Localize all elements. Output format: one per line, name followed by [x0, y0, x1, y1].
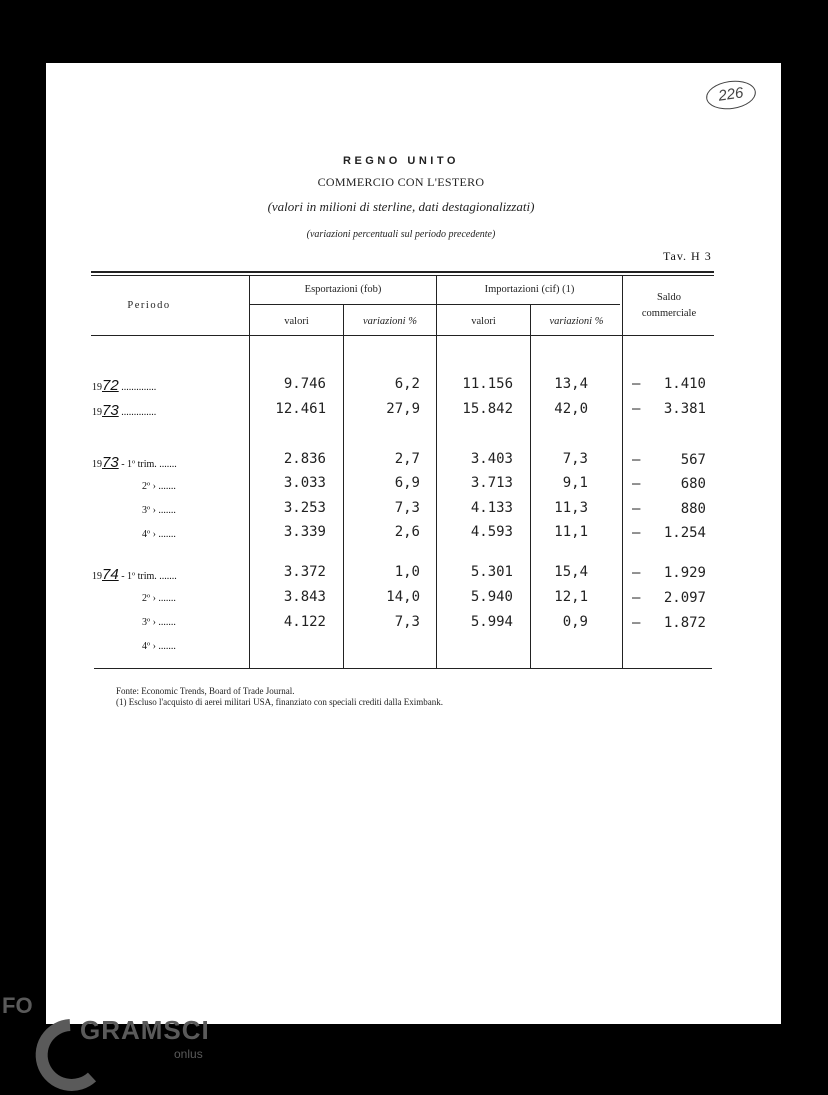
document-title: REGNO UNITO	[343, 155, 459, 167]
cell-exp-valori: 2.836	[283, 451, 326, 467]
cell-imp-valori: 15.842	[462, 401, 513, 417]
header-imp-variazioni: variazioni %	[549, 316, 604, 327]
cell-saldo: 3.381	[663, 401, 706, 417]
year-handwritten: 74	[102, 566, 119, 583]
row-label	[142, 593, 176, 604]
year-prefix: 19	[92, 459, 102, 470]
cell-saldo: 1.410	[663, 376, 706, 392]
subheader-rule	[250, 304, 620, 305]
cell-exp-variazioni: 2,7	[394, 451, 420, 467]
saldo-sign: –	[632, 565, 641, 581]
header-saldo: Saldo	[657, 292, 681, 303]
page-number-stamp: 226	[704, 78, 757, 113]
period-label: - 1º trim. .......	[118, 571, 177, 582]
row-label	[142, 505, 176, 516]
document-page	[46, 63, 781, 1024]
period-label: 4º › .......	[142, 529, 176, 540]
header-bottom-rule	[91, 335, 714, 336]
cell-exp-variazioni: 1,0	[394, 564, 420, 580]
cell-imp-variazioni: 0,9	[562, 614, 588, 630]
cell-saldo: 1.872	[663, 615, 706, 631]
saldo-sign: –	[632, 501, 641, 517]
header-periodo: Periodo	[127, 300, 171, 311]
cell-imp-variazioni: 12,1	[554, 589, 588, 605]
header-commerciale: commerciale	[641, 308, 697, 319]
cell-exp-valori: 12.461	[275, 401, 326, 417]
period-label: 4º › .......	[142, 641, 176, 652]
cell-exp-valori: 3.843	[283, 589, 326, 605]
cell-imp-variazioni: 11,1	[554, 524, 588, 540]
row-label	[92, 454, 177, 471]
col-divider	[249, 275, 250, 668]
cell-exp-variazioni: 7,3	[394, 614, 420, 630]
cell-exp-valori: 3.339	[283, 524, 326, 540]
year-prefix: 19	[92, 382, 102, 393]
cell-imp-variazioni: 9,1	[562, 475, 588, 491]
header-imp-valori: valori	[471, 316, 496, 327]
saldo-sign: –	[632, 615, 641, 631]
cell-imp-valori: 11.156	[462, 376, 513, 392]
saldo-sign: –	[632, 401, 641, 417]
cell-imp-valori: 5.940	[470, 589, 513, 605]
source-note: Fonte: Economic Trends, Board of Trade Journal.	[116, 686, 295, 696]
row-label	[92, 377, 156, 394]
row-label	[92, 566, 177, 583]
period-label: 3º › .......	[142, 617, 176, 628]
row-label	[142, 641, 176, 652]
footnote-1: (1) Escluso l'acquisto di aerei militari USA, finanziato con speciali crediti dalla Eximbank.	[116, 697, 444, 707]
cell-saldo: 567	[680, 452, 706, 468]
variation-note: (variazioni percentuali sul periodo precedente)	[306, 229, 496, 240]
cell-imp-valori: 5.301	[470, 564, 513, 580]
header-esportazioni: Esportazioni (fob)	[304, 284, 382, 295]
row-label	[142, 617, 176, 628]
cell-imp-valori: 4.133	[470, 500, 513, 516]
units-note: (valori in milioni di sterline, dati destagionalizzati)	[267, 199, 535, 214]
col-divider	[436, 275, 437, 668]
cell-saldo: 1.254	[663, 525, 706, 541]
saldo-sign: –	[632, 590, 641, 606]
cell-exp-variazioni: 2,6	[394, 524, 420, 540]
cell-imp-valori: 3.403	[470, 451, 513, 467]
cell-exp-variazioni: 6,2	[394, 376, 420, 392]
header-importazioni: Importazioni (cif) (1)	[484, 284, 575, 295]
period-label: 2º › .......	[142, 593, 176, 604]
header-exp-variazioni: variazioni %	[363, 316, 417, 327]
period-label: ..............	[118, 382, 157, 393]
cell-saldo: 2.097	[663, 590, 706, 606]
period-label: 3º › .......	[142, 505, 176, 516]
cell-exp-variazioni: 27,9	[386, 401, 420, 417]
watermark-left: FO	[2, 993, 33, 1018]
saldo-sign: –	[632, 376, 641, 392]
saldo-sign: –	[632, 476, 641, 492]
cell-imp-variazioni: 7,3	[562, 451, 588, 467]
year-prefix: 19	[92, 407, 102, 418]
period-label: ..............	[118, 407, 157, 418]
cell-imp-valori: 3.713	[470, 475, 513, 491]
cell-exp-valori: 3.253	[283, 500, 326, 516]
saldo-sign: –	[632, 525, 641, 541]
saldo-sign: –	[632, 452, 641, 468]
cell-saldo: 880	[680, 501, 706, 517]
header-exp-valori: valori	[284, 316, 309, 327]
document-subtitle: COMMERCIO CON L'ESTERO	[317, 175, 485, 189]
cell-saldo: 1.929	[663, 565, 706, 581]
row-label	[142, 481, 176, 492]
cell-imp-variazioni: 11,3	[554, 500, 588, 516]
cell-exp-variazioni: 14,0	[386, 589, 420, 605]
cell-exp-valori: 4.122	[283, 614, 326, 630]
cell-imp-variazioni: 13,4	[554, 376, 588, 392]
cell-exp-valori: 9.746	[283, 376, 326, 392]
watermark-main: GRAMSCI	[80, 1015, 210, 1045]
cell-exp-valori: 3.033	[283, 475, 326, 491]
table-reference: Tav. H 3	[663, 249, 712, 263]
cell-imp-variazioni: 15,4	[554, 564, 588, 580]
table-top-rule	[91, 271, 714, 273]
table-bottom-rule	[94, 668, 712, 669]
cell-imp-variazioni: 42,0	[554, 401, 588, 417]
period-label: 2º › .......	[142, 481, 176, 492]
col-divider	[622, 275, 623, 668]
cell-exp-valori: 3.372	[283, 564, 326, 580]
cell-exp-variazioni: 7,3	[394, 500, 420, 516]
year-handwritten: 73	[102, 402, 119, 419]
cell-imp-valori: 5.994	[470, 614, 513, 630]
row-label	[142, 529, 176, 540]
cell-exp-variazioni: 6,9	[394, 475, 420, 491]
period-label: - 1º trim. .......	[118, 459, 177, 470]
watermark-sub: onlus	[174, 1047, 203, 1061]
table-top-rule-2	[91, 275, 714, 276]
row-label	[92, 402, 156, 419]
cell-saldo: 680	[680, 476, 706, 492]
year-prefix: 19	[92, 571, 102, 582]
year-handwritten: 72	[102, 377, 119, 394]
cell-imp-valori: 4.593	[470, 524, 513, 540]
year-handwritten: 73	[102, 454, 119, 471]
